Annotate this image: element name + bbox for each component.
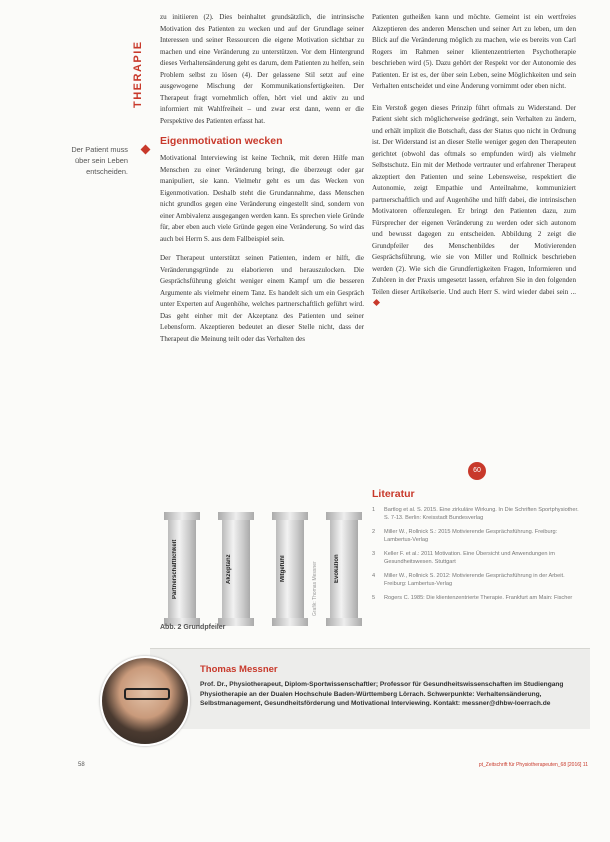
paragraph-text: Ein Verstoß gegen dieses Prinzip führt oftmals zu Widerstand. Der Patient sieht sich möglicherweise gedrängt, sein Verhalten zu ändern, und erhält implizit die Botschaft, dass der Status quo nicht in Ordnung ist. Der Widerstand ist an dieser Stelle weniger gegen den Therapeuten gerichtet (obwohl das oftmals so empfunden wird) als vielmehr Selbstschutz. Ein mit der Methode vertrauter und erfahrener Therapeut akzeptiert den Patienten und seine Lebensweise, respektiert die Autonomie, zeigt Empathie und Anteilnahme, kommuniziert partnerschaftlich und auf Augenhöhe und hilft dabei, die intrinsischen Motivatoren offenzulegen. Er bringt den Patienten dazu, zum Fürsprecher der eigenen Veränderung zu werden oder sich autonom und bewusst dagegen zu entscheiden. Abbildung 2 zeigt die Grundpfeiler des Menschenbildes der Motivierenden Gesprächsführung, wie sie von Miller und Rollnick beschrieben werden (2). Wie sich die Grundfertigkeiten Fragen, Informieren und Zuhören in der Praxis umgesetzt lassen, erfahren Sie in den folgenden Teilen dieser Artikelserie. Und auch Herr S. wird wieder dabei sein ... xyxy=(372,103,576,296)
literature-item: 3 Keller F. et al.: 2011 Motivation. Eine Übersicht und Anwendungen im Gesundheitswesen. Stuttgart xyxy=(372,551,555,565)
pillar-base xyxy=(326,618,362,626)
section-label: THERAPIE xyxy=(132,40,144,108)
literature-heading: Literatur xyxy=(372,488,415,500)
pillar-cap xyxy=(164,512,200,520)
column-left xyxy=(160,12,364,345)
author-name: Thomas Messner xyxy=(200,664,278,675)
column-right xyxy=(372,12,576,310)
pillar-label: Mitgefühl xyxy=(280,555,286,583)
pillar-base xyxy=(272,618,308,626)
literature-badge: 60 xyxy=(468,462,486,480)
literature-item: 5 Rogers C. 1985: Die klientenzentrierte Therapie. Frankfurt am Main: Fischer xyxy=(372,595,573,601)
literature-item: 1 Bartlog et al. S. 2015. Eine zirkuläre Wirkung. In Die Schriften Sportphysiother. S. 7-13. Berlin: Kreisstadt Bundesverlag xyxy=(372,507,579,521)
figure-grundpfeiler xyxy=(160,500,365,640)
author-photo xyxy=(100,656,190,746)
figure-caption: Abb. 2 Grundpfeiler xyxy=(160,624,226,631)
pillar xyxy=(222,518,250,620)
page-number: 58 xyxy=(78,762,85,768)
figure-credit: Grafik: Thomas Messner xyxy=(312,561,318,616)
author-bio: Prof. Dr., Physiotherapeut, Diplom-Sportwissenschaftler; Professor für Gesundheitswissenschaften im Studiengang Physiotherapie an der Dualen Hochschule Baden-Württemberg Lörrach. Schwerpunkte: Verhaltensänderung, Selbstmanagement, Gesundheitsförderung und Motivational Interviewing. Kontakt: messner@dhbw-loerrach.de xyxy=(200,681,564,708)
pillar-label: Evokation xyxy=(334,554,340,584)
journal-footer: pt_Zeitschrift für Physiotherapeuten_68 [2016] 11 xyxy=(478,762,588,768)
literature-section xyxy=(372,462,582,608)
margin-note-marker xyxy=(141,145,151,155)
pillar-cap xyxy=(326,512,362,520)
glasses-icon xyxy=(124,688,170,700)
pillar-cap xyxy=(218,512,254,520)
end-marker-icon xyxy=(373,299,380,306)
paragraph: Der Therapeut unterstützt seinen Patienten, indem er hilft, die Veränderungsgründe zu elaborieren und herauszulocken. Die Gesprächsführung gleicht weniger einem Kampf um die besseren Argumente als vielmehr einem Tanz. Es handelt sich um ein Gespräch unter Experten auf Augenhöhe, welches partnerschaftlich geführt wird. Das geht einher mit der Akzeptanz des Patienten und seiner Lebensform. Akzeptieren bedeutet an dieser Stelle nicht, dass der Therapeut die Meinung teilt oder das Verhalten des xyxy=(160,254,364,343)
pillar xyxy=(168,518,196,620)
pillar xyxy=(330,518,358,620)
paragraph xyxy=(372,103,576,310)
literature-item: 4 Miller W., Rollnick S. 2012: Motivierende Gesprächsführung in der Arbeit. Freiburg: Lambertus-Verlag xyxy=(372,573,565,587)
pillar-label: Partnerschaftlichkeit xyxy=(172,539,178,599)
paragraph: zu initiieren (2). Dies beinhaltet grundsätzlich, die intrinsische Motivation des Patienten zu wecken und auf der Grundlage seiner Interessen und seiner Ressourcen die eigene Motivation sichtbar zu machen und eine Veränderung zu unterstützen. Vor dem Hintergrund dieses Verhaltensänderung geht es darum, dem Patienten zu helfen, sein Problem selbst zu lösen (4). Der gelassene Stil setzt auf eine ausgewogene Mischung der Kommunikationsfertigkeiten. Der Therapeut fragt vornehmlich offen, hört viel und aktiv zu und informiert mit Wahlfreiheit – und zwar erst dann, wenn er die Perspektive des Patienten erfasst hat. xyxy=(160,13,364,125)
pillar-label: Akzeptanz xyxy=(226,554,232,584)
margin-note: Der Patient muss über sein Leben entscheiden. xyxy=(71,145,128,176)
section-heading: Eigenmotivation wecken xyxy=(160,135,283,147)
pillar-cap xyxy=(272,512,308,520)
paragraph: Patienten gutheißen kann und möchte. Gemeint ist ein wertfreies Akzeptieren des anderen Menschen und seiner Art zu leben, um den Blick auf die Veränderung möglich zu machen, wie es bereits von Carl Rogers im Rahmen seiner klientenzentrierten Psychotherapie beschrieben wird (5). Dazu gehört der Respekt vor der Autonomie des Patienten. Er ist es, der über sein Leben, seine Möglichkeiten und sein Verhalten entscheidet und eine Änderung vornimmt oder eben nicht. xyxy=(372,13,576,90)
paragraph: Motivational Interviewing ist keine Technik, mit deren Hilfe man Menschen zu einer Veränderung bringt, die überzeugt oder gar manipuliert, sie kann. Vielmehr geht es um das Wecken von Eigenmotivation. Deshalb steht die Grundannahme, dass Menschen nicht grundlos gegen eine Veränderung eingestellt sind, sondern von einer Ambivalenz ausgegangen werden kann. Es sprechen viele Gründe für, aber eben auch viele Gründe gegen eine Veränderung. So wird das auch bei Herrn S. aus dem Fallbeispiel sein. xyxy=(160,154,364,243)
pillar xyxy=(276,518,304,620)
literature-item: 2 Miller W., Rollnick S.: 2015 Motivierende Gesprächsführung. Freiburg: Lambertus-Verlag xyxy=(372,529,558,543)
